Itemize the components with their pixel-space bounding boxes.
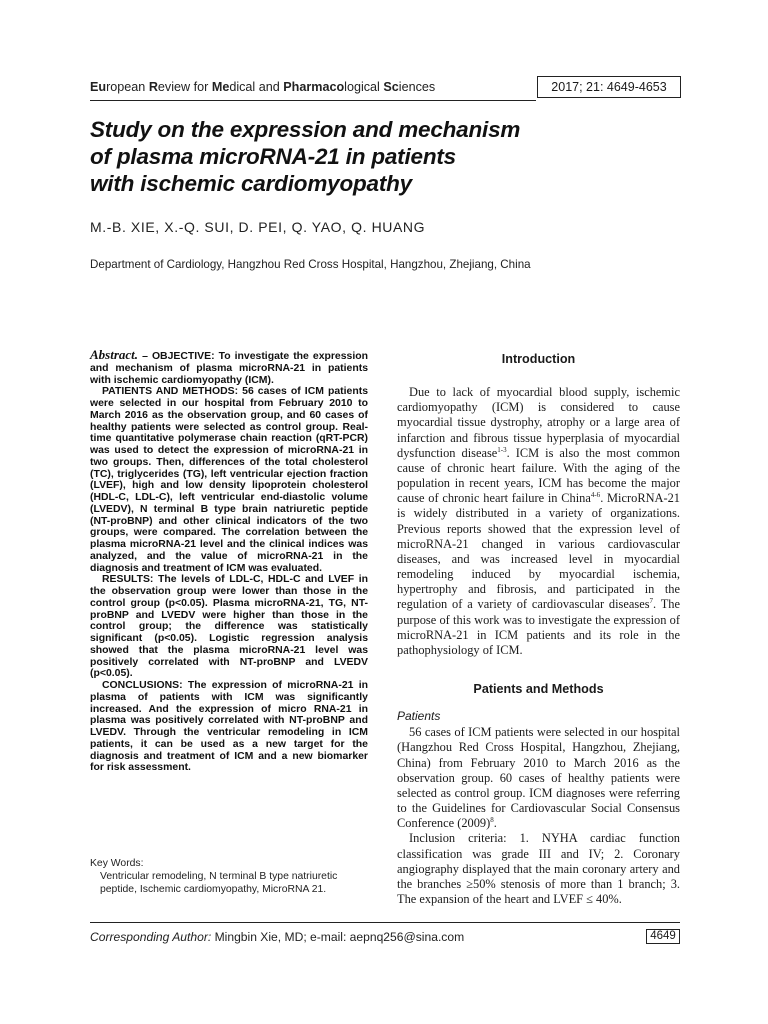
section-head: RESULTS: (102, 574, 154, 586)
section-head: OBJECTIVE: (151, 351, 215, 362)
citation-ref: 4-6 (590, 491, 601, 500)
introduction-heading: Introduction (501, 352, 576, 366)
keywords-text: Ventricular remodeling, N terminal B type natriuretic peptide, Ischemic cardiomyopathy, MicroRNA 21. (100, 870, 338, 895)
section-head: CONCLUSIONS: (102, 680, 183, 691)
author-list: M.-B. XIE, X.-Q. SUI, D. PEI, Q. YAO, Q. HUANG (90, 219, 426, 235)
affiliation: Department of Cardiology, Hangzhou Red Cross Hospital, Hangzhou, Zhejiang, China (90, 258, 531, 271)
title-line: with ischemic cardiomyopathy (90, 171, 412, 196)
abstract (90, 349, 368, 774)
keywords-label: Key Words: (90, 858, 144, 869)
article-title (90, 116, 650, 197)
footer-rule (90, 922, 680, 923)
corresponding-details: Mingbin Xie, MD; e-mail: aepnq256@sina.com (211, 930, 465, 944)
body-column (397, 352, 680, 907)
abstract-results: RESULTS: The levels of LDL-C, HDL-C and LVEF in the observation group were lower than those in the control group (p<0.05). Plasma microRNA-21, TG, NT-proBNP and LVEDV were higher than those in the control group; the difference was statistically significant (p<0.05). Logistic regression analysis showed that the plasma microRNA-21 level was positively correlated with NT-proBNP and LVEDV (p<0.05). (90, 574, 368, 680)
title-line: of plasma microRNA-21 in patients (90, 144, 456, 169)
methods-paragraph: 56 cases of ICM patients were selected in our hospital (Hangzhou Red Cross Hospital, Hangzhou, Zhejiang, China) from February 2010 to March 2016 as the observation group. 60 cases of healthy patients were selected as control group. ICM diagnoses were referring to the Guidelines for Cardiovascular Social Consensus Conference $(2009)^8$. (397, 725, 680, 831)
journal-part: Sciences (383, 80, 436, 94)
citation-ref: 8 (490, 816, 494, 825)
citation-ref: 1-3 (497, 445, 507, 454)
introduction-paragraph: Due to lack of myocardial blood supply, ischemic cardiomyopathy (ICM) is considered to cause myocardial tissue dystrophy, atrophy or a large area of infarction and fibrous tissue hyperplasia of myocardial dysfunction disease$^{1-3}$. ICM is also the most common cause of chronic heart failure. With the aging of the population in recent years, ICM has become the major cause of chronic heart failure in China$^{4-6}$. MicroRNA-21 is widely distributed in a variety of organizations. Previous reports showed that the expression level of microRNA-21 changed in various cardiovascular diseases, and was increased level in myocardial remodeling induced by myocardial ischemia, hypertrophy and fibrosis, and participated in the regulation of a variety of cardiovascular diseases$^7$. The purpose of this work was to investigate the expression of microRNA-21 in ICM patients and its role in the pathophysiology of ICM. (397, 385, 680, 657)
abstract-conclusions: CONCLUSIONS: The expression of microRNA-21 in plasma of patients with ICM was significantly increased. And the expression of micro RNA-21 in plasma was positively correlated with NT-proBNP and LVEDV. Through the ventricular remodeling in ICM patients, it can be used as a new target for the diagnosis and treatment of ICM and a new biomarker for risk assessment. (90, 680, 368, 774)
patients-subheading: Patients (397, 709, 441, 724)
page-number: 4649 (646, 929, 680, 944)
header-rule (90, 100, 536, 101)
citation-box: 2017; 21: 4649-4653 (537, 76, 681, 98)
journal-name (90, 80, 435, 94)
abstract-objective: Abstract. – OBJECTIVE: To investigate the expression and mechanism of plasma microRNA-21 in patients with ischemic cardiomyopathy (ICM). (90, 347, 369, 386)
section-head: PATIENTS AND METHODS: (102, 386, 239, 398)
journal-part: Review for (148, 80, 212, 94)
journal-part: European (90, 80, 149, 94)
journal-part: Medical and (211, 80, 284, 94)
keywords (90, 858, 370, 896)
methods-heading: Patients and Methods (473, 681, 604, 696)
inclusion-criteria: Inclusion criteria: 1. NYHA cardiac function classification was grade III and IV; 2. Coronary angiography displayed that the main coronary artery and the branches ≥50% stenosis of more than 1 branch; 3. The expansion of the heart and LVEF ≤ 40%. (397, 831, 680, 906)
abstract-label: Abstract. (90, 347, 139, 362)
title-line: Study on the expression and mechanism (90, 117, 521, 142)
corresponding-author (90, 930, 464, 944)
abstract-methods: PATIENTS AND METHODS: 56 cases of ICM patients were selected in our hospital from February 2010 to March 2016 as the observation group, and 60 cases of healthy patients were selected as control group. Real-time quantitative polymerase chain reaction (qRT-PCR) was used to detect the expression of microRNA-21 in two groups. Then, differences of the total cholesterol (TC), triglycerides (TG), left ventricular ejection fraction (LVEF), high and low density lipoprotein cholesterol (HDL-C, LDL-C), left ventricular end-diastolic volume (LVEDV), N terminal B type brain natriuretic peptide (NT-proBNP) and other clinical indicators of the two groups, were compared. The correlation between the plasma microRNA-21 level and the clinical indices was analyzed, and the value of microRNA-21 in the diagnosis and treatment of ICM was evaluated. (90, 386, 369, 574)
journal-part: Pharmacological (283, 80, 384, 94)
corresponding-label: Corresponding Author: (90, 930, 212, 944)
citation-ref: 7 (649, 597, 654, 606)
